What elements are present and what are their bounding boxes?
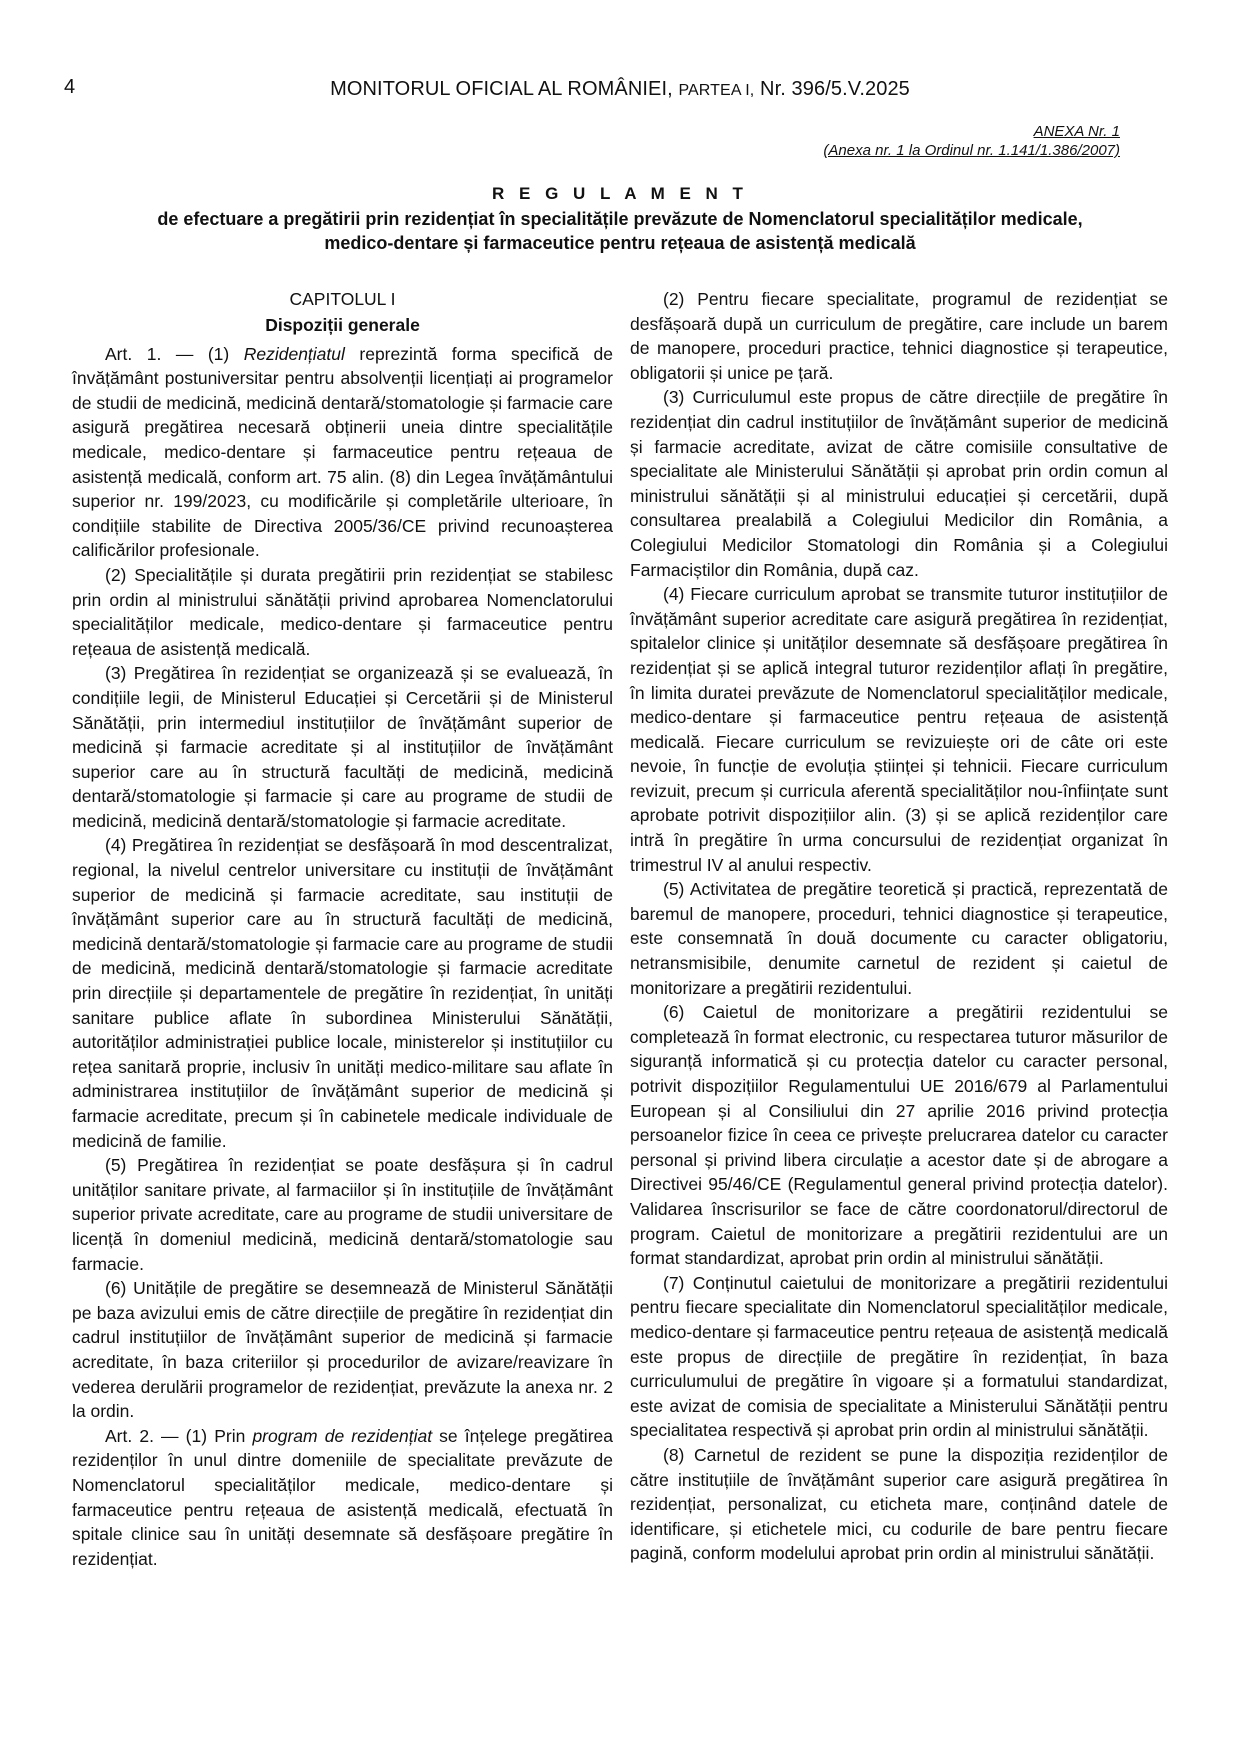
subtitle-line-2: medico-dentare și farmaceutice pentru rețeaua de asistență medicală (324, 233, 916, 253)
chapter-number: CAPITOLUL I (289, 289, 396, 309)
art2-para8: (8) Carnetul de rezident se pune la dispoziția rezidenților de către instituțiile de învățământ superior care asigură pregătirea în rezidențiat, personalizat, cu eticheta mare, conținând datele de identificare, și etichetele mici, cu codurile de bare pentru fiecare pagină, conform modelului aprobat prin ordin al ministrului sănătății. (630, 1444, 1168, 1564)
chapter-name: Dispoziții generale (265, 314, 420, 335)
art1-para6: (6) Unitățile de pregătire se desemnează de Ministerul Sănătății pe baza avizului emis de către direcțiile de pregătire în rezidențiat din cadrul instituțiilor de învățământ superior de medicină și farmacie acreditate, în baza criteriilor și procedurilor de avizare/reavizare în vederea derulării programelor de rezidențiat, prevăzute la anexa nr. 2 la ordin. (72, 1278, 613, 1422)
defined-term: Rezidențiatul (243, 343, 345, 364)
journal-part: PARTEA I, (678, 82, 755, 99)
subtitle-line-1: de efectuare a pregătirii prin rezidențiat în specialitățile prevăzute de Nomenclatorul specialităților medicale, (157, 209, 1083, 229)
annex-source: (Anexa nr. 1 la Ordinul nr. 1.141/1.386/2007) (823, 142, 1120, 159)
defined-term: program de rezidențiat (252, 1425, 433, 1446)
annex-label: ANEXA Nr. 1 (1033, 123, 1120, 140)
art2-para5: (5) Activitatea de pregătire teoretică și practică, reprezentată de baremul de manopere, proceduri, tehnici diagnostice și terapeutice, este consemnată în două documente cu caracter obligatoriu, netransmisibile, denumite carnetul de rezident și caietul de monitorizare a pregătirii rezidentului. (630, 879, 1168, 998)
journal-title: MONITORUL OFICIAL AL ROMÂNIEI, (330, 78, 673, 100)
art2-para6: (6) Caietul de monitorizare a pregătirii rezidentului se completează în format electronic, cu respectarea tuturor măsurilor de siguranță informatică și cu protecția datelor cu caracter personal, potrivit dispozițiilor Regulamentului UE 2016/679 al Parlamentului European și al Consiliului din 27 aprilie 2016 privind protecția persoanelor fizice în ceea ce privește prelucrarea datelor cu caracter personal și privind libera circulație a acestor date și de abrogare a Directivei 95/46/CE (Regulamentul general privind protecția datelor). Validarea înscrisurilor se face de către coordonatorul/directorul de program. Caietul de monitorizare a pregătirii rezidentului are un format standardizat, aprobat prin ordin al ministrului sănătății. (630, 1002, 1168, 1269)
art2-para1: Art. 2. — (1) Prin program de rezidențiat se înțelege pregătirea rezidenților în unul dintre domeniile de specialitate prevăzute de Nomenclatorul specialităților medicale, medico-dentare și farmaceutice pentru rețeaua de asistență medicală, efectuată în spitale clinice sau în unități desemnate să desfășoare pregătire în rezidențiat. (72, 1425, 613, 1569)
art1-para5: (5) Pregătirea în rezidențiat se poate desfășura și în cadrul unităților sanitare private, al farmaciilor și în instituțiile de învățământ superior private acreditate, care au programe de studii universitare de licență în domeniul medicină, medicină dentară/stomatologie sau farmacie. (72, 1155, 613, 1274)
document-subtitle (70, 207, 1170, 255)
journal-issue: Nr. 396/5.V.2025 (760, 78, 910, 100)
art1-para3: (3) Pregătirea în rezidențiat se organizează și se evaluează, în condițiile legii, de Ministerul Educației și Cercetării și de Ministerul Sănătății, prin intermediul instituțiilor de învățământ superior de medicină și farmacie acreditate și al instituțiilor de învățământ superior care au în structură facultăți de medicină, medicină dentară/stomatologie și farmacie și care au programe de studii de medicină, medicină dentară/stomatologie și farmacie acreditate. (72, 663, 613, 831)
art1-para2: (2) Specialitățile și durata pregătirii prin rezidențiat se stabilesc prin ordin al ministrului sănătății privind aprobarea Nomenclatorului specialităților medicale, medico-dentare și farmaceutice pentru rețeaua de asistență medicală. (72, 564, 613, 659)
page-number: 4 (64, 76, 76, 98)
running-header (0, 78, 1240, 101)
art2-para2: (2) Pentru fiecare specialitate, programul de rezidențiat se desfășoară după un curriculum de pregătire, care include un barem de manopere, proceduri practice, tehnici diagnostice și terapeutice, obligatorii și unice pe țară. (630, 289, 1168, 383)
right-column (630, 287, 1168, 1566)
art2-para3: (3) Curriculumul este propus de către direcțiile de pregătire în rezidențiat din cadrul instituțiilor de învățământ superior de medicină și farmacie acreditate, avizat de către comisiile consultative de specialitate ale Ministerului Sănătății și aprobat prin ordin comun al ministrului sănătății și al ministrului educației și cercetării, după consultarea prealabilă a Colegiului Medicilor din România, a Colegiului Medicilor Stomatologi din România și a Colegiului Farmaciștilor din România, după caz. (630, 387, 1168, 580)
left-column (72, 287, 613, 1571)
annex-reference (823, 122, 1120, 160)
art1-para4: (4) Pregătirea în rezidențiat se desfășoară în mod descentralizat, regional, la nivelul centrelor universitare cu instituții de învățământ superior de medicină și farmacie acreditate, sau instituții de învățământ superior care au în structură facultăți de medicină, medicină dentară/stomatologie și farmacie care au programe de studii de medicină, medicină dentară/stomatologie și farmacie acreditate prin direcțiile și departamentele de pregătire în rezidențiat, în unități sanitare publice aflate în subordinea Ministerului Sănătății, autorităților administrației publice locale, ministerelor și instituțiilor cu rețea sanitară proprie, inclusiv în unități medico-militare sau aflate în administrarea instituțiilor de învățământ superior de medicină și farmacie acreditate, precum și în cabinetele medicale individuale de medicină de familie. (72, 835, 613, 1151)
art1-para1: Art. 1. — (1) Rezidențiatul reprezintă forma specifică de învățământ postuniversitar pentru absolvenții licențiați ai programelor de studii de medicină, medicină dentară/stomatologie și farmacie care asigură pregătirea necesară obținerii uneia dintre specialitățile medicale, medico-dentare și farmaceutice pentru rețeaua de asistență medicală, conform art. 75 alin. (8) din Legea învățământului superior nr. 199/2023, cu modificările și completările ulterioare, în condițiile stabilite de Directiva 2005/36/CE privind recunoașterea calificărilor profesionale. (72, 343, 613, 561)
art2-para4: (4) Fiecare curriculum aprobat se transmite tuturor instituțiilor de învățământ superior acreditate care asigură pregătirea în rezidențiat, spitalelor clinice și unităților desemnate să desfășoare pregătirea în rezidențiat și se aplică integral tuturor rezidenților aflați în pregătire, în limita duratei prevăzute de Nomenclatorul specialităților medicale, medico-dentare și farmaceutice pentru rețeaua de asistență medicală. Fiecare curriculum se revizuiește ori de câte ori este nevoie, în funcție de evoluția științei și tehnicii. Fiecare curriculum revizuit, precum și curricula aferentă specialităților nou-înființate sunt aprobate potrivit dispozițiilor alin. (3) și se aplică rezidenților care intră în pregătire în urma concursului de rezidențiat organizat în trimestrul IV al anului respectiv. (630, 584, 1168, 875)
document-title: R E G U L A M E N T (492, 184, 748, 203)
art2-para7: (7) Conținutul caietului de monitorizare a pregătirii rezidentului pentru fiecare specialitate din Nomenclatorul specialităților medicale, medico-dentare și farmaceutice pentru rețeaua de asistență medicală este propus de direcțiile de pregătire în rezidențiat, în baza curriculumului de pregătire în vigoare și a formatului standardizat, este avizat de comisia de specialitate a Ministerului Sănătății pentru specialitatea respectivă și aprobat prin ordin al ministrului sănătății. (630, 1272, 1168, 1441)
